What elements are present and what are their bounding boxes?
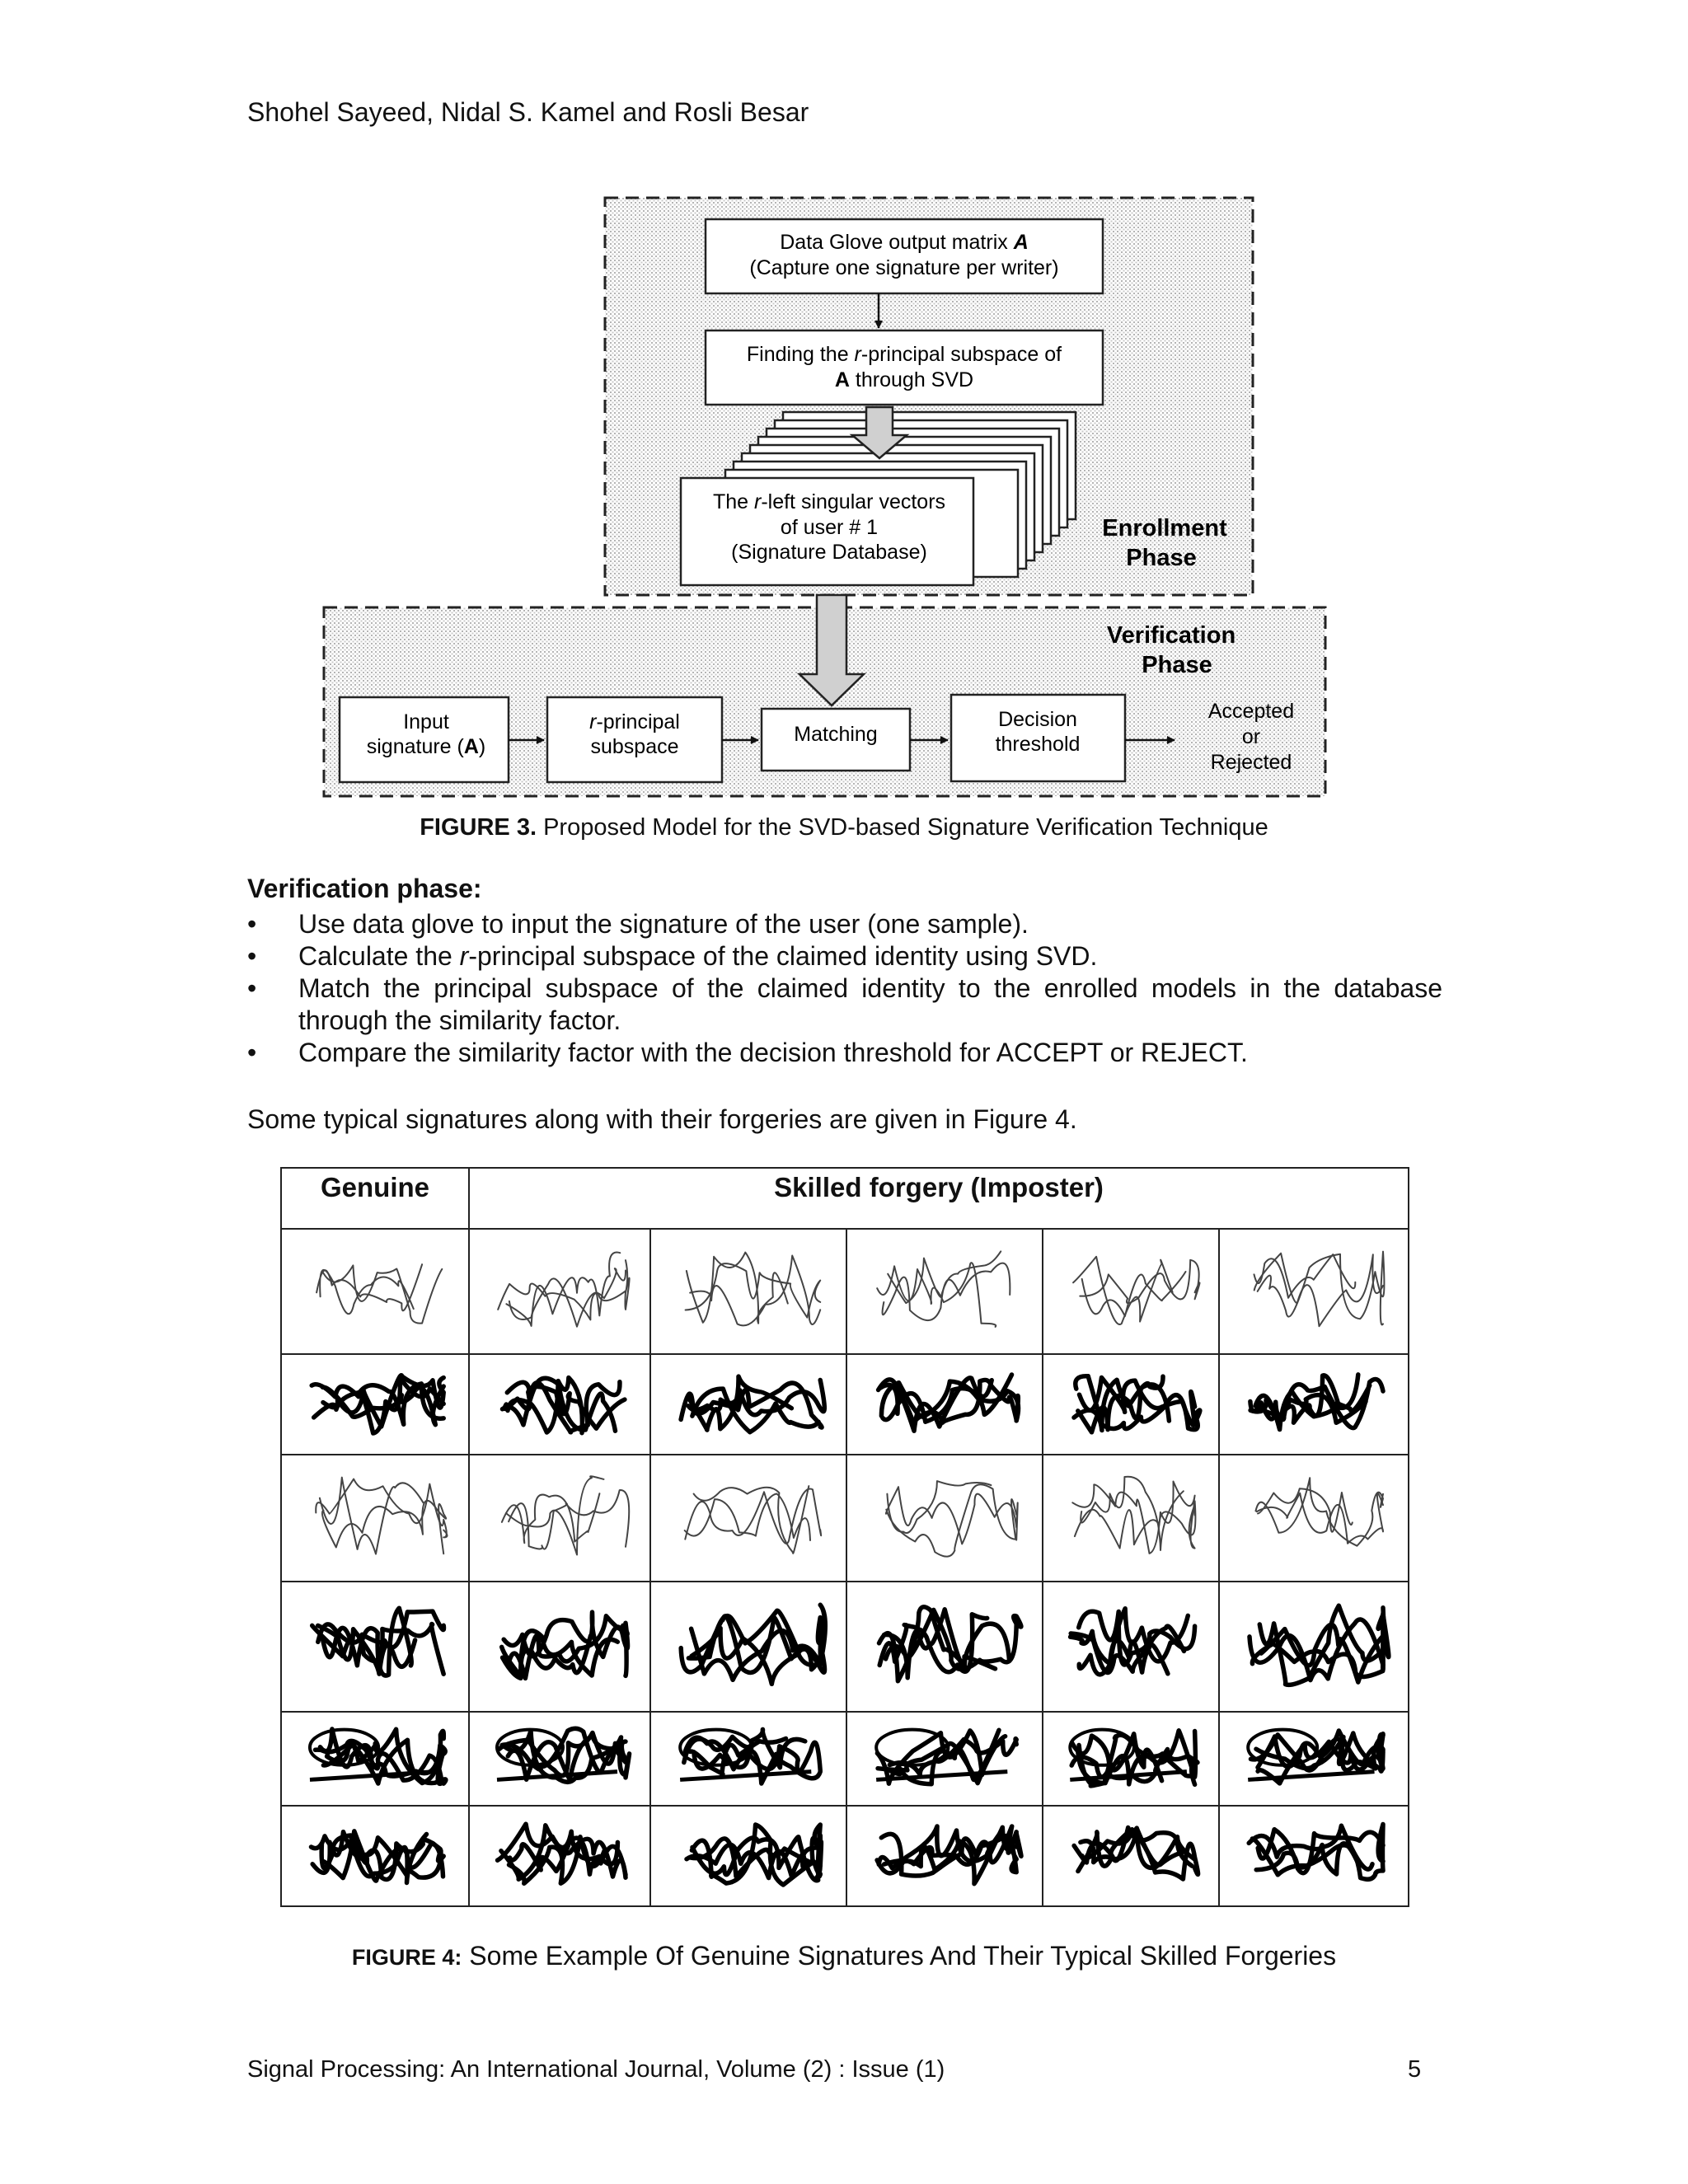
signature-sketch	[1051, 1460, 1211, 1573]
table-row	[281, 1582, 1409, 1712]
signature-sketch	[659, 1717, 838, 1797]
signature-sketch	[477, 1717, 642, 1797]
genuine-signature-cell	[281, 1229, 469, 1354]
svg-text:Matching: Matching	[794, 723, 878, 746]
list-item: • Calculate the r-principal subspace of the claimed identity using SVD.	[247, 940, 1442, 972]
signature-sketch	[855, 1460, 1034, 1573]
svg-text:Finding the r-principal subspa: Finding the r-principal subspace of	[746, 343, 1062, 366]
svg-text:A through SVD: A through SVD	[834, 368, 974, 391]
figure-3-flowchart	[0, 0, 1688, 808]
verification-phase-label: Verification	[1106, 622, 1236, 649]
signature-sketch	[659, 1359, 838, 1446]
table-row	[281, 1806, 1409, 1906]
svg-text:threshold: threshold	[995, 733, 1081, 756]
forgery-signature-cell	[650, 1712, 846, 1806]
genuine-signature-cell	[281, 1582, 469, 1712]
journal-footer: Signal Processing: An International Journal, Volume (2) : Issue (1)	[247, 2056, 945, 2083]
svg-text:(Signature Database): (Signature Database)	[731, 541, 927, 564]
signature-sketch	[1227, 1811, 1400, 1898]
forgery-header: Skilled forgery (Imposter)	[469, 1168, 1409, 1229]
forgery-signature-cell	[846, 1229, 1043, 1354]
verification-heading: Verification phase:	[247, 874, 482, 903]
forgery-signature-cell	[1043, 1806, 1219, 1906]
signature-sketch	[477, 1460, 642, 1573]
signature-sketch	[659, 1586, 838, 1704]
svg-text:Decision: Decision	[998, 708, 1077, 731]
genuine-signature-cell	[281, 1455, 469, 1582]
table-row	[281, 1712, 1409, 1806]
forgery-signature-cell	[1219, 1806, 1409, 1906]
list-item: • Match the principal subspace of the claimed identity to the enrolled models in the database through the similarity factor.	[247, 972, 1442, 1037]
forgery-signature-cell	[650, 1582, 846, 1712]
enrollment-phase-label: Enrollment	[1102, 515, 1227, 541]
svg-text:(Capture one signature per wri: (Capture one signature per writer)	[749, 256, 1059, 279]
forgery-signature-cell	[846, 1712, 1043, 1806]
signature-sketch	[659, 1234, 838, 1346]
result-label: Accepted	[1207, 700, 1295, 723]
forgery-signature-cell	[1219, 1354, 1409, 1455]
signature-sketch	[289, 1359, 461, 1446]
svg-text:subspace: subspace	[590, 735, 679, 758]
forgery-signature-cell	[650, 1354, 846, 1455]
signature-sketch	[289, 1717, 461, 1797]
signature-sketch	[1051, 1586, 1211, 1704]
signature-sketch	[477, 1359, 642, 1446]
signature-sketch	[289, 1586, 461, 1704]
signature-sketch	[1227, 1460, 1400, 1573]
figure-3-caption: FIGURE 3. Proposed Model for the SVD-based Signature Verification Technique	[420, 814, 1268, 841]
forgery-signature-cell	[1043, 1229, 1219, 1354]
forgery-signature-cell	[1043, 1354, 1219, 1455]
forgery-signature-cell	[1043, 1455, 1219, 1582]
svg-text:of user # 1: of user # 1	[780, 516, 879, 539]
signature-sketch	[289, 1811, 461, 1898]
signature-sketch	[1227, 1359, 1400, 1446]
signature-sketch	[855, 1234, 1034, 1346]
signature-sketch	[659, 1811, 838, 1898]
svg-text:Input: Input	[403, 710, 449, 733]
list-item: • Compare the similarity factor with the decision threshold for ACCEPT or REJECT.	[247, 1037, 1442, 1069]
svg-text:Rejected: Rejected	[1210, 751, 1292, 774]
running-header: Shohel Sayeed, Nidal S. Kamel and Rosli Besar	[247, 97, 809, 127]
signature-sketch	[1227, 1717, 1400, 1797]
signature-table	[280, 1167, 1409, 1907]
page-number: 5	[1408, 2056, 1422, 2083]
forgery-signature-cell	[846, 1582, 1043, 1712]
svg-text:The r-left singular vectors: The r-left singular vectors	[712, 490, 946, 513]
genuine-signature-cell	[281, 1354, 469, 1455]
forgery-signature-cell	[469, 1806, 650, 1906]
figure-4-intro: Some typical signatures along with their forgeries are given in Figure 4.	[247, 1104, 1077, 1134]
signature-sketch	[1051, 1811, 1211, 1898]
signature-sketch	[855, 1811, 1034, 1898]
svg-text:Phase: Phase	[1126, 545, 1197, 571]
forgery-signature-cell	[1043, 1712, 1219, 1806]
genuine-signature-cell	[281, 1712, 469, 1806]
signature-sketch	[1051, 1717, 1211, 1797]
genuine-signature-cell	[281, 1806, 469, 1906]
signature-sketch	[289, 1460, 461, 1573]
signature-sketch	[1227, 1234, 1400, 1346]
forgery-signature-cell	[1219, 1229, 1409, 1354]
table-row	[281, 1229, 1409, 1354]
forgery-signature-cell	[650, 1229, 846, 1354]
table-row	[281, 1354, 1409, 1455]
verification-steps	[247, 908, 1442, 1069]
signature-sketch	[477, 1811, 642, 1898]
svg-text:r-principal: r-principal	[589, 710, 680, 733]
signature-sketch	[477, 1586, 642, 1704]
forgery-signature-cell	[650, 1806, 846, 1906]
forgery-signature-cell	[1043, 1582, 1219, 1712]
forgery-signature-cell	[469, 1712, 650, 1806]
list-item: • Use data glove to input the signature of the user (one sample).	[247, 908, 1442, 940]
genuine-header: Genuine	[281, 1168, 469, 1229]
figure-4-caption: FIGURE 4: Some Example Of Genuine Signatures And Their Typical Skilled Forgeries	[351, 1941, 1337, 1971]
forgery-signature-cell	[650, 1455, 846, 1582]
forgery-signature-cell	[846, 1806, 1043, 1906]
forgery-signature-cell	[469, 1354, 650, 1455]
svd-subspace-box	[706, 330, 1103, 405]
signature-sketch	[1051, 1234, 1211, 1346]
forgery-signature-cell	[1219, 1712, 1409, 1806]
signature-sketch	[855, 1586, 1034, 1704]
svg-text:Phase: Phase	[1142, 652, 1212, 678]
forgery-signature-cell	[1219, 1455, 1409, 1582]
signature-sketch	[855, 1717, 1034, 1797]
signature-sketch	[855, 1359, 1034, 1446]
forgery-signature-cell	[469, 1229, 650, 1354]
signature-sketch	[1051, 1359, 1211, 1446]
forgery-signature-cell	[1219, 1582, 1409, 1712]
signature-sketch	[1227, 1586, 1400, 1704]
signature-sketch	[477, 1234, 642, 1346]
table-row	[281, 1455, 1409, 1582]
forgery-signature-cell	[469, 1582, 650, 1712]
signature-sketch	[659, 1460, 838, 1573]
svg-text:signature (A): signature (A)	[366, 735, 486, 758]
svg-text:Data Glove output matrix A: Data Glove output matrix A	[780, 231, 1029, 254]
signature-sketch	[289, 1234, 461, 1346]
forgery-signature-cell	[469, 1455, 650, 1582]
forgery-signature-cell	[846, 1354, 1043, 1455]
forgery-signature-cell	[846, 1455, 1043, 1582]
svg-text:or: or	[1241, 725, 1261, 748]
